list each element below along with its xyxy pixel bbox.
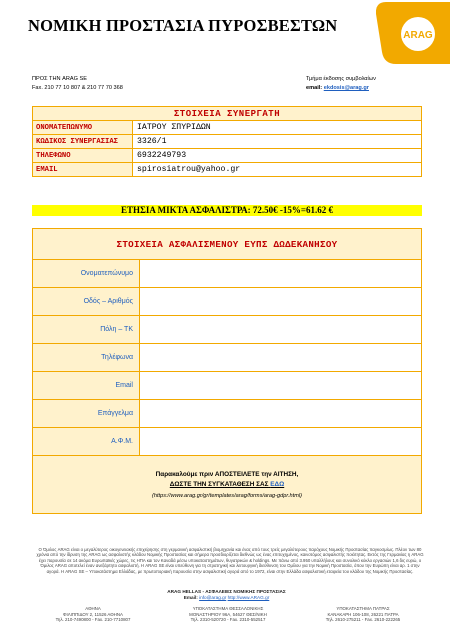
office-name: ΥΠΟΚΑΤΑΣΤΗΜΑ ΘΕΣΣΑΛΟΝΙΚΗΣ xyxy=(192,606,264,611)
office-patras xyxy=(298,606,428,623)
insured-row-street xyxy=(33,288,422,316)
office-phone: Τηλ. 2310-520720 - Fax. 2310-552517 xyxy=(190,617,266,623)
insured-row-email xyxy=(33,372,422,400)
consent-line-2 xyxy=(33,480,421,491)
company-info xyxy=(0,589,453,600)
partner-code-label: ΚΩΔΙΚΟΣ ΣΥΝΕΡΓΑΣΙΑΣ xyxy=(33,135,133,149)
partner-email-label: EMAIL xyxy=(33,163,133,177)
partner-phone-value[interactable]: 6932249793 xyxy=(133,149,422,163)
insured-email-field[interactable] xyxy=(140,372,422,400)
city-label: Πόλη – ΤΚ xyxy=(33,316,140,344)
office-phone: Τηλ. 2610-275211 - Fax. 2610-222265 xyxy=(325,617,401,623)
office-address: ΜΟΝΑΣΤΗΡΙΟΥ 96Α, 54627 ΘΕΣ/ΝΙΚΗ xyxy=(189,611,267,617)
partner-email-value[interactable]: spirosiatrou@yahoo.gr xyxy=(133,163,422,177)
office-name: ΥΠΟΚΑΤΑΣΤΗΜΑ ΠΑΤΡΑΣ xyxy=(336,606,390,611)
document-title: ΝΟΜΙΚΗ ΠΡΟΣΤΑΣΙΑ ΠΥΡΟΣΒΕΣΤΩΝ xyxy=(28,16,338,35)
partner-row-email xyxy=(33,163,422,177)
company-disclaimer: Ο Όμιλος ARAG είναι ο μεγαλύτερος οικογενειακής επιχείρησης στη γερμανική ασφαλιστική βιομηχανία και ένας από τους τρείς μεγαλύτερους παρόχους Νομικής Προστασίας παγκοσμίως. Πλέον των 80 χρόνια από την ίδρυση της ARAG ως ασφαλιστής κλάδου Νομικής Προστασίας και σήμερα προσδιορίζεται διεθνώς ως ένας επιτυχημένος, καινοτόμος ασφαλιστής ποιότητας. Εκτός της Γερμανίας η ARAG έχει παρουσία σε 14 ακόμα Ευρωπαϊκές χώρες, τις ΗΠΑ και τον Καναδά μέσω υποκαταστημάτων, θυγατρικών & holdings. Με πάνω από 3.950 υπαλλήλους και συνολικό κύκλο εργασιών 1,6 δις ευρώ, ο Όμιλος ARAG αποτελεί έναν ανεξάρτητο ασφαλιστή. Η ARAG SE είναι υπεύθυνη για τη στρατηγική και λειτουργική διεύθυνση του Ομίλου για την Νομική Προστασία, όπου την Ευρώπη είναι αρ. 1 στην αγορά. Η ARAG SE – Υποκατάστημα Ελλάδας, με πρωτοποριακή παρουσία στην ασφαλιστική αγορά από το 1972, είναι στην Ελλάδα ασφαλιστική εταιρεία του κλάδου της Νομικής Προστασίας. xyxy=(36,547,424,574)
profession-field[interactable] xyxy=(140,400,422,428)
company-website-link[interactable]: http://www.ARAG.gr xyxy=(227,594,270,600)
insured-table xyxy=(32,228,422,514)
insured-heading: ΣΤΟΙΧΕΙΑ ΑΣΦΑΛΙΣΜΕΝΟΥ ΕΥΠΣ ΔΩΔΕΚΑΝΗΣΟΥ xyxy=(33,229,422,260)
partner-table xyxy=(32,106,422,177)
company-email-link[interactable]: info@arag.gr xyxy=(199,594,227,600)
profession-label: Επάγγελμα xyxy=(33,400,140,428)
insured-row-profession xyxy=(33,400,422,428)
tax-id-label: Α.Φ.Μ. xyxy=(33,428,140,456)
office-athens xyxy=(28,606,158,623)
company-email-label: Email: xyxy=(183,594,198,600)
street-field[interactable] xyxy=(140,288,422,316)
email-label: email: xyxy=(306,85,323,91)
partner-name-label: ΟΝΟΜΑΤΕΠΩΝΥΜΟ xyxy=(33,121,133,135)
fullname-label: Ονοματεπώνυμο xyxy=(33,260,140,288)
department-info xyxy=(306,75,376,93)
recipient-info xyxy=(32,75,123,93)
fax-line: Fax. 210 77 10 807 & 210 77 70 368 xyxy=(32,85,123,91)
consent-line-1: Παρακαλούμε πριν ΑΠΟΣΤΕΙΛΕΤΕ την ΑΙΤΗΣΗ, xyxy=(155,470,299,478)
department-email-row xyxy=(306,84,376,93)
partner-name-value[interactable]: ΙΑΤΡΟΥ ΣΠΥΡΙΔΩΝ xyxy=(133,121,422,135)
partner-row-phone xyxy=(33,149,422,163)
partner-row-name xyxy=(33,121,422,135)
tax-id-field[interactable] xyxy=(140,428,422,456)
consent-url[interactable]: (https://www.arag.gr/gr/templates/arag/forms/arag-gdpr.html) xyxy=(152,492,302,499)
consent-line-2-text: ΔΩΣΤΕ ΤΗΝ ΣΥΓΚΑΤΑΘΕΣΗ ΣΑΣ xyxy=(169,481,269,489)
office-name: ΑΘΗΝΑ xyxy=(85,606,101,611)
svg-text:ARAG: ARAG xyxy=(403,30,433,41)
consent-notice xyxy=(33,456,422,514)
partner-heading: ΣΤΟΙΧΕΙΑ ΣΥΝΕΡΓΑΤΗ xyxy=(33,107,422,121)
recipient-line: ΠΡΟΣ ΤΗΝ ARAG SE xyxy=(32,76,87,82)
insured-row-city xyxy=(33,316,422,344)
annual-premium-banner: ΕΤΗΣΙΑ ΜΙΚΤΑ ΑΣΦΑΛΙΣΤΡΑ: 72.50€ -15%=61.62 € xyxy=(32,205,422,216)
phones-field[interactable] xyxy=(140,344,422,372)
department-email-link[interactable]: ekdosis@arag.gr xyxy=(323,85,369,91)
partner-phone-label: ΤΗΛΕΦΩΝΟ xyxy=(33,149,133,163)
arag-logo xyxy=(376,2,450,64)
phones-label: Τηλέφωνα xyxy=(33,344,140,372)
partner-row-code xyxy=(33,135,422,149)
department-line: Τμήμα έκδοσης συμβολαίων xyxy=(306,76,376,82)
insured-row-phones xyxy=(33,344,422,372)
fullname-field[interactable] xyxy=(140,260,422,288)
insured-email-label: Email xyxy=(33,372,140,400)
consent-here-link[interactable]: ΕΔΩ xyxy=(270,481,285,489)
partner-code-value[interactable]: 3326/1 xyxy=(133,135,422,149)
street-label: Οδός – Αριθμός xyxy=(33,288,140,316)
office-address: ΦΙΛΙΠΠΙΔΟΥ 2, 11526 ΑΘΗΝΑ xyxy=(63,611,123,617)
insured-row-fullname xyxy=(33,260,422,288)
office-phone: Τηλ. 210-7490800 - Fax. 210-7710807 xyxy=(55,617,131,623)
company-contact-row xyxy=(0,595,453,601)
office-thessaloniki xyxy=(163,606,293,623)
insured-row-tax-id xyxy=(33,428,422,456)
office-address: ΚΑΝΑΚΑΡΗ 106-108, 26221 ΠΑΤΡΑ xyxy=(327,611,399,617)
company-name: ARAG HELLAS - ΑΣΦΑΛΕΙΕΣ ΝΟΜΙΚΗΣ ΠΡΟΣΤΑΣΙΑΣ xyxy=(167,589,286,594)
office-addresses xyxy=(28,606,428,623)
city-field[interactable] xyxy=(140,316,422,344)
